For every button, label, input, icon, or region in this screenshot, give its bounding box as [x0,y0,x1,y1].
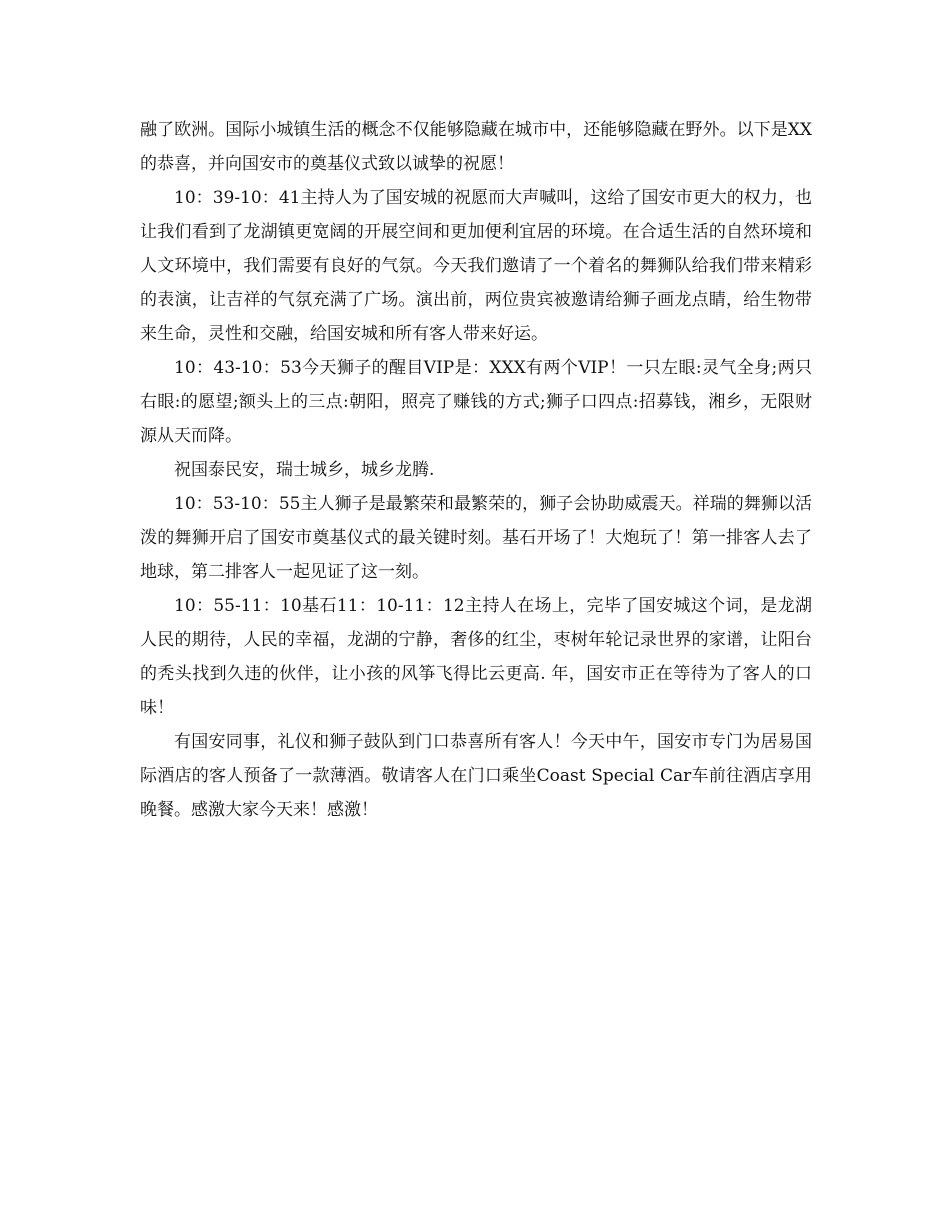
paragraph-host-closing: 10：55-11：10基石11：10-11：12主持人在场上，完毕了国安城这个词，是龙湖人民的期待，人民的幸福，龙湖的宁静，奢侈的红尘，枣树年轮记录世界的家谱，让阳台的秃头找到久违的伙伴，让小孩的风筝飞得比云更高. 年，国安市正在等待为了客人的口味！ [140,596,812,718]
paragraph-dinner-invitation: 有国安同事，礼仪和狮子鼓队到门口恭喜所有客人！今天中午，国安市专门为居易国际酒店的客人预备了一款薄酒。敬请客人在门口乘坐Coast Special Car车前往酒店享用晚餐。感激大家今天来！感激！ [140,732,812,820]
paragraph-continuation: 融了欧洲。国际小城镇生活的概念不仅能够隐藏在城市中，还能够隐藏在野外。以下是XX的恭喜，并向国安市的奠基仪式致以诚挚的祝愿！ [140,120,812,174]
document-body [140,113,812,827]
paragraph-cornerstone-moment: 10：53-10：55主人狮子是最繁荣和最繁荣的，狮子会协助威震天。祥瑞的舞狮以活泼的舞狮开启了国安市奠基仪式的最关键时刻。基石开场了！大炮玩了！第一排客人去了地球，第二排客人一起见证了这一刻。 [140,494,812,582]
paragraph-lion-eye-dotting: 10：39-10：41主持人为了国安城的祝愿而大声喊叫，这给了国安市更大的权力，也让我们看到了龙湖镇更宽阔的开展空间和更加便利宜居的环境。在合适生活的自然环境和人文环境中，我们需要有良好的气氛。今天我们邀请了一个着名的舞狮队给我们带来精彩的表演，让吉祥的气氛充满了广场。演出前，两位贵宾被邀请给狮子画龙点睛，给生物带来生命，灵性和交融，给国安城和所有客人带来好运。 [140,188,812,344]
paragraph-blessing: 祝国泰民安，瑞士城乡，城乡龙腾. [174,460,435,480]
paragraph-lion-vip: 10：43-10：53今天狮子的醒目VIP是：XXX有两个VIP！一只左眼:灵气全身;两只右眼:的愿望;额头上的三点:朝阳，照亮了赚钱的方式;狮子口四点:招募钱，湘乡，无限财源从天而降。 [140,358,812,446]
